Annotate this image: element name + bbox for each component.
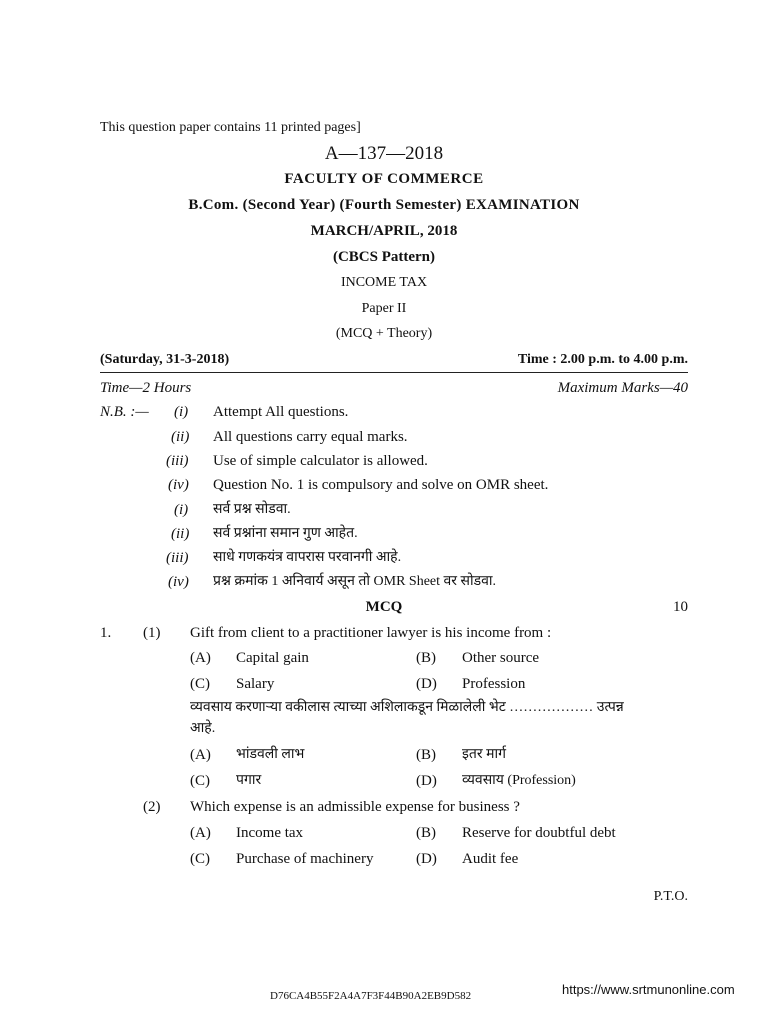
option-text-marathi: व्यवसाय (Profession) bbox=[462, 773, 576, 788]
instruction-num: (i) bbox=[174, 404, 189, 420]
option-label: (D) bbox=[416, 773, 437, 789]
instruction-text-marathi: साधे गणकयंत्र वापरास परवानगी आहे. bbox=[213, 550, 402, 565]
max-marks: Maximum Marks—40 bbox=[557, 380, 688, 396]
subject-title: INCOME TAX bbox=[340, 275, 428, 290]
subquestion-text-marathi: व्यवसाय करणाऱ्या वकीलास त्याच्या अशिलाकडून मिळालेली भेट ……………… उत्पन्न bbox=[190, 700, 624, 715]
option-label: (C) bbox=[190, 851, 210, 867]
instruction-num-marathi: (iv) bbox=[168, 574, 189, 590]
source-url: https://www.srtmunonline.com bbox=[562, 982, 735, 997]
subquestion-number: (1) bbox=[143, 625, 161, 641]
instruction-text: Attempt All questions. bbox=[213, 404, 349, 420]
option-label: (D) bbox=[416, 676, 437, 692]
instruction-text-marathi: प्रश्न क्रमांक 1 अनिवार्य असून तो OMR Sheet वर सोडवा. bbox=[213, 574, 497, 589]
option-text: Profession bbox=[462, 676, 526, 692]
faculty-title: FACULTY OF COMMERCE bbox=[284, 171, 484, 187]
exam-title: B.Com. (Second Year) (Fourth Semester) EXAMINATION bbox=[188, 197, 580, 213]
option-label: (A) bbox=[190, 650, 211, 666]
option-label: (A) bbox=[190, 825, 211, 841]
instruction-text-marathi: सर्व प्रश्नांना समान गुण आहेत. bbox=[213, 526, 358, 541]
instruction-num: (iii) bbox=[166, 453, 189, 469]
paper-code: A—137—2018 bbox=[324, 143, 444, 164]
paper-number: Paper II bbox=[361, 301, 407, 316]
instruction-num: (ii) bbox=[171, 429, 190, 445]
pto-label: P.T.O. bbox=[653, 889, 688, 904]
option-text-marathi: इतर मार्ग bbox=[462, 747, 506, 762]
subquestion-text-marathi-cont: आहे. bbox=[190, 721, 216, 736]
section-marks: 10 bbox=[673, 599, 688, 615]
instruction-num-marathi: (i) bbox=[174, 502, 189, 518]
option-label: (B) bbox=[416, 747, 436, 763]
option-text: Capital gain bbox=[236, 650, 309, 666]
option-text: Reserve for doubtful debt bbox=[462, 825, 616, 841]
nb-label: N.B. :— bbox=[100, 404, 149, 420]
option-label: (C) bbox=[190, 676, 210, 692]
subquestion-text: Gift from client to a practitioner lawyer is his income from : bbox=[190, 625, 552, 641]
option-text: Income tax bbox=[236, 825, 304, 841]
section-title: MCQ bbox=[365, 599, 403, 615]
exam-pattern: (CBCS Pattern) bbox=[332, 249, 436, 265]
duration: Time—2 Hours bbox=[100, 380, 192, 396]
option-label: (C) bbox=[190, 773, 210, 789]
instruction-text-marathi: सर्व प्रश्न सोडवा. bbox=[213, 502, 291, 517]
option-text: Salary bbox=[236, 676, 275, 692]
paper-format: (MCQ + Theory) bbox=[335, 326, 433, 341]
option-text: Audit fee bbox=[462, 851, 519, 867]
subquestion-text: Which expense is an admissible expense for business ? bbox=[190, 799, 520, 815]
exam-session: MARCH/APRIL, 2018 bbox=[310, 223, 458, 239]
option-label: (A) bbox=[190, 747, 211, 763]
subquestion-number: (2) bbox=[143, 799, 161, 815]
instruction-text: All questions carry equal marks. bbox=[213, 429, 408, 445]
option-label: (B) bbox=[416, 650, 436, 666]
option-label: (D) bbox=[416, 851, 437, 867]
question-number: 1. bbox=[100, 625, 112, 641]
instruction-num: (iv) bbox=[168, 477, 189, 493]
instruction-text: Use of simple calculator is allowed. bbox=[213, 453, 428, 469]
option-text-marathi: भांडवली लाभ bbox=[236, 747, 305, 762]
option-text: Purchase of machinery bbox=[236, 851, 374, 867]
option-text: Other source bbox=[462, 650, 540, 666]
document-hash: D76CA4B55F2A4A7F3F44B90A2EB9D582 bbox=[270, 990, 472, 1002]
exam-time-slot: Time : 2.00 p.m. to 4.00 p.m. bbox=[517, 352, 688, 367]
option-text-marathi: पगार bbox=[236, 773, 262, 788]
header-rule bbox=[100, 372, 688, 373]
exam-date: (Saturday, 31-3-2018) bbox=[100, 352, 230, 367]
pages-note: This question paper contains 11 printed pages] bbox=[100, 120, 361, 135]
instruction-num-marathi: (iii) bbox=[166, 550, 189, 566]
instruction-num-marathi: (ii) bbox=[171, 526, 190, 542]
instruction-text: Question No. 1 is compulsory and solve on OMR sheet. bbox=[213, 477, 549, 493]
option-label: (B) bbox=[416, 825, 436, 841]
